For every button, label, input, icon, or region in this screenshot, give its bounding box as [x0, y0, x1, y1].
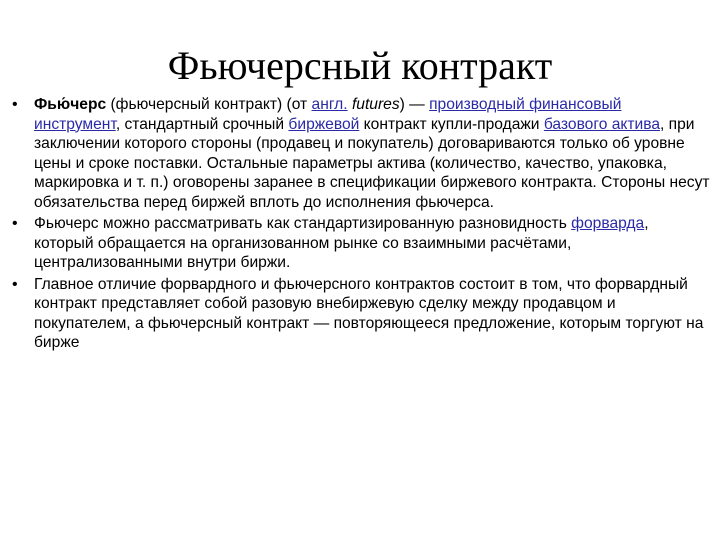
- inline-link[interactable]: базового актива: [543, 115, 661, 133]
- bullet-text: , который обращается на организованном рынке со взаимными расчётами, централизованными внутри биржи.: [34, 215, 649, 271]
- bullet-item: [10, 214, 710, 273]
- bullet-text: контракт купли-продажи: [359, 115, 544, 133]
- inline-link[interactable]: форварда: [571, 215, 645, 232]
- bullet-marker: •: [12, 275, 18, 293]
- bullet-text: , стандартный срочный: [115, 115, 289, 133]
- inline-link[interactable]: англ.: [311, 96, 348, 113]
- bullet-text: Главное отличие форвардного и фьючерсного контрактов состоит в том, что форвардный контракт представляет собой разовую внебиржевую сделку между продавцом и покупателем, а фьючерсный контракт — повторяющееся предложение, которым торгуют на бирже: [34, 275, 704, 351]
- bullet-item: [10, 95, 710, 212]
- slide-title: Фьючерсный контракт: [167, 43, 553, 88]
- bullet-item: [10, 275, 710, 353]
- inline-link[interactable]: производный финансовый инструмент: [34, 96, 622, 133]
- bullet-marker: •: [12, 215, 18, 232]
- bullet-list: [10, 95, 710, 355]
- term-italic: futures: [351, 96, 400, 113]
- bullet-text: (фьючерсный контракт) (от: [106, 96, 312, 113]
- bullet-marker: •: [12, 96, 18, 113]
- bullet-text: , при заключении которого стороны (продавец и покупатель) договариваются только об уровне цены и сроке поставки. Остальные параметры актива (количество, качество, упаковка, маркировка и т. п.) оговорены заранее в спецификации биржевого контракта. Стороны несут обязательства перед биржей вплоть до исполнения фьючерса.: [34, 115, 710, 211]
- bullet-text: ) —: [399, 96, 430, 113]
- bullet-text: Фьючерс можно рассматривать как стандартизированную разновидность: [34, 215, 572, 232]
- inline-link[interactable]: биржевой: [288, 115, 360, 133]
- term-bold: Фью́черс: [34, 96, 107, 113]
